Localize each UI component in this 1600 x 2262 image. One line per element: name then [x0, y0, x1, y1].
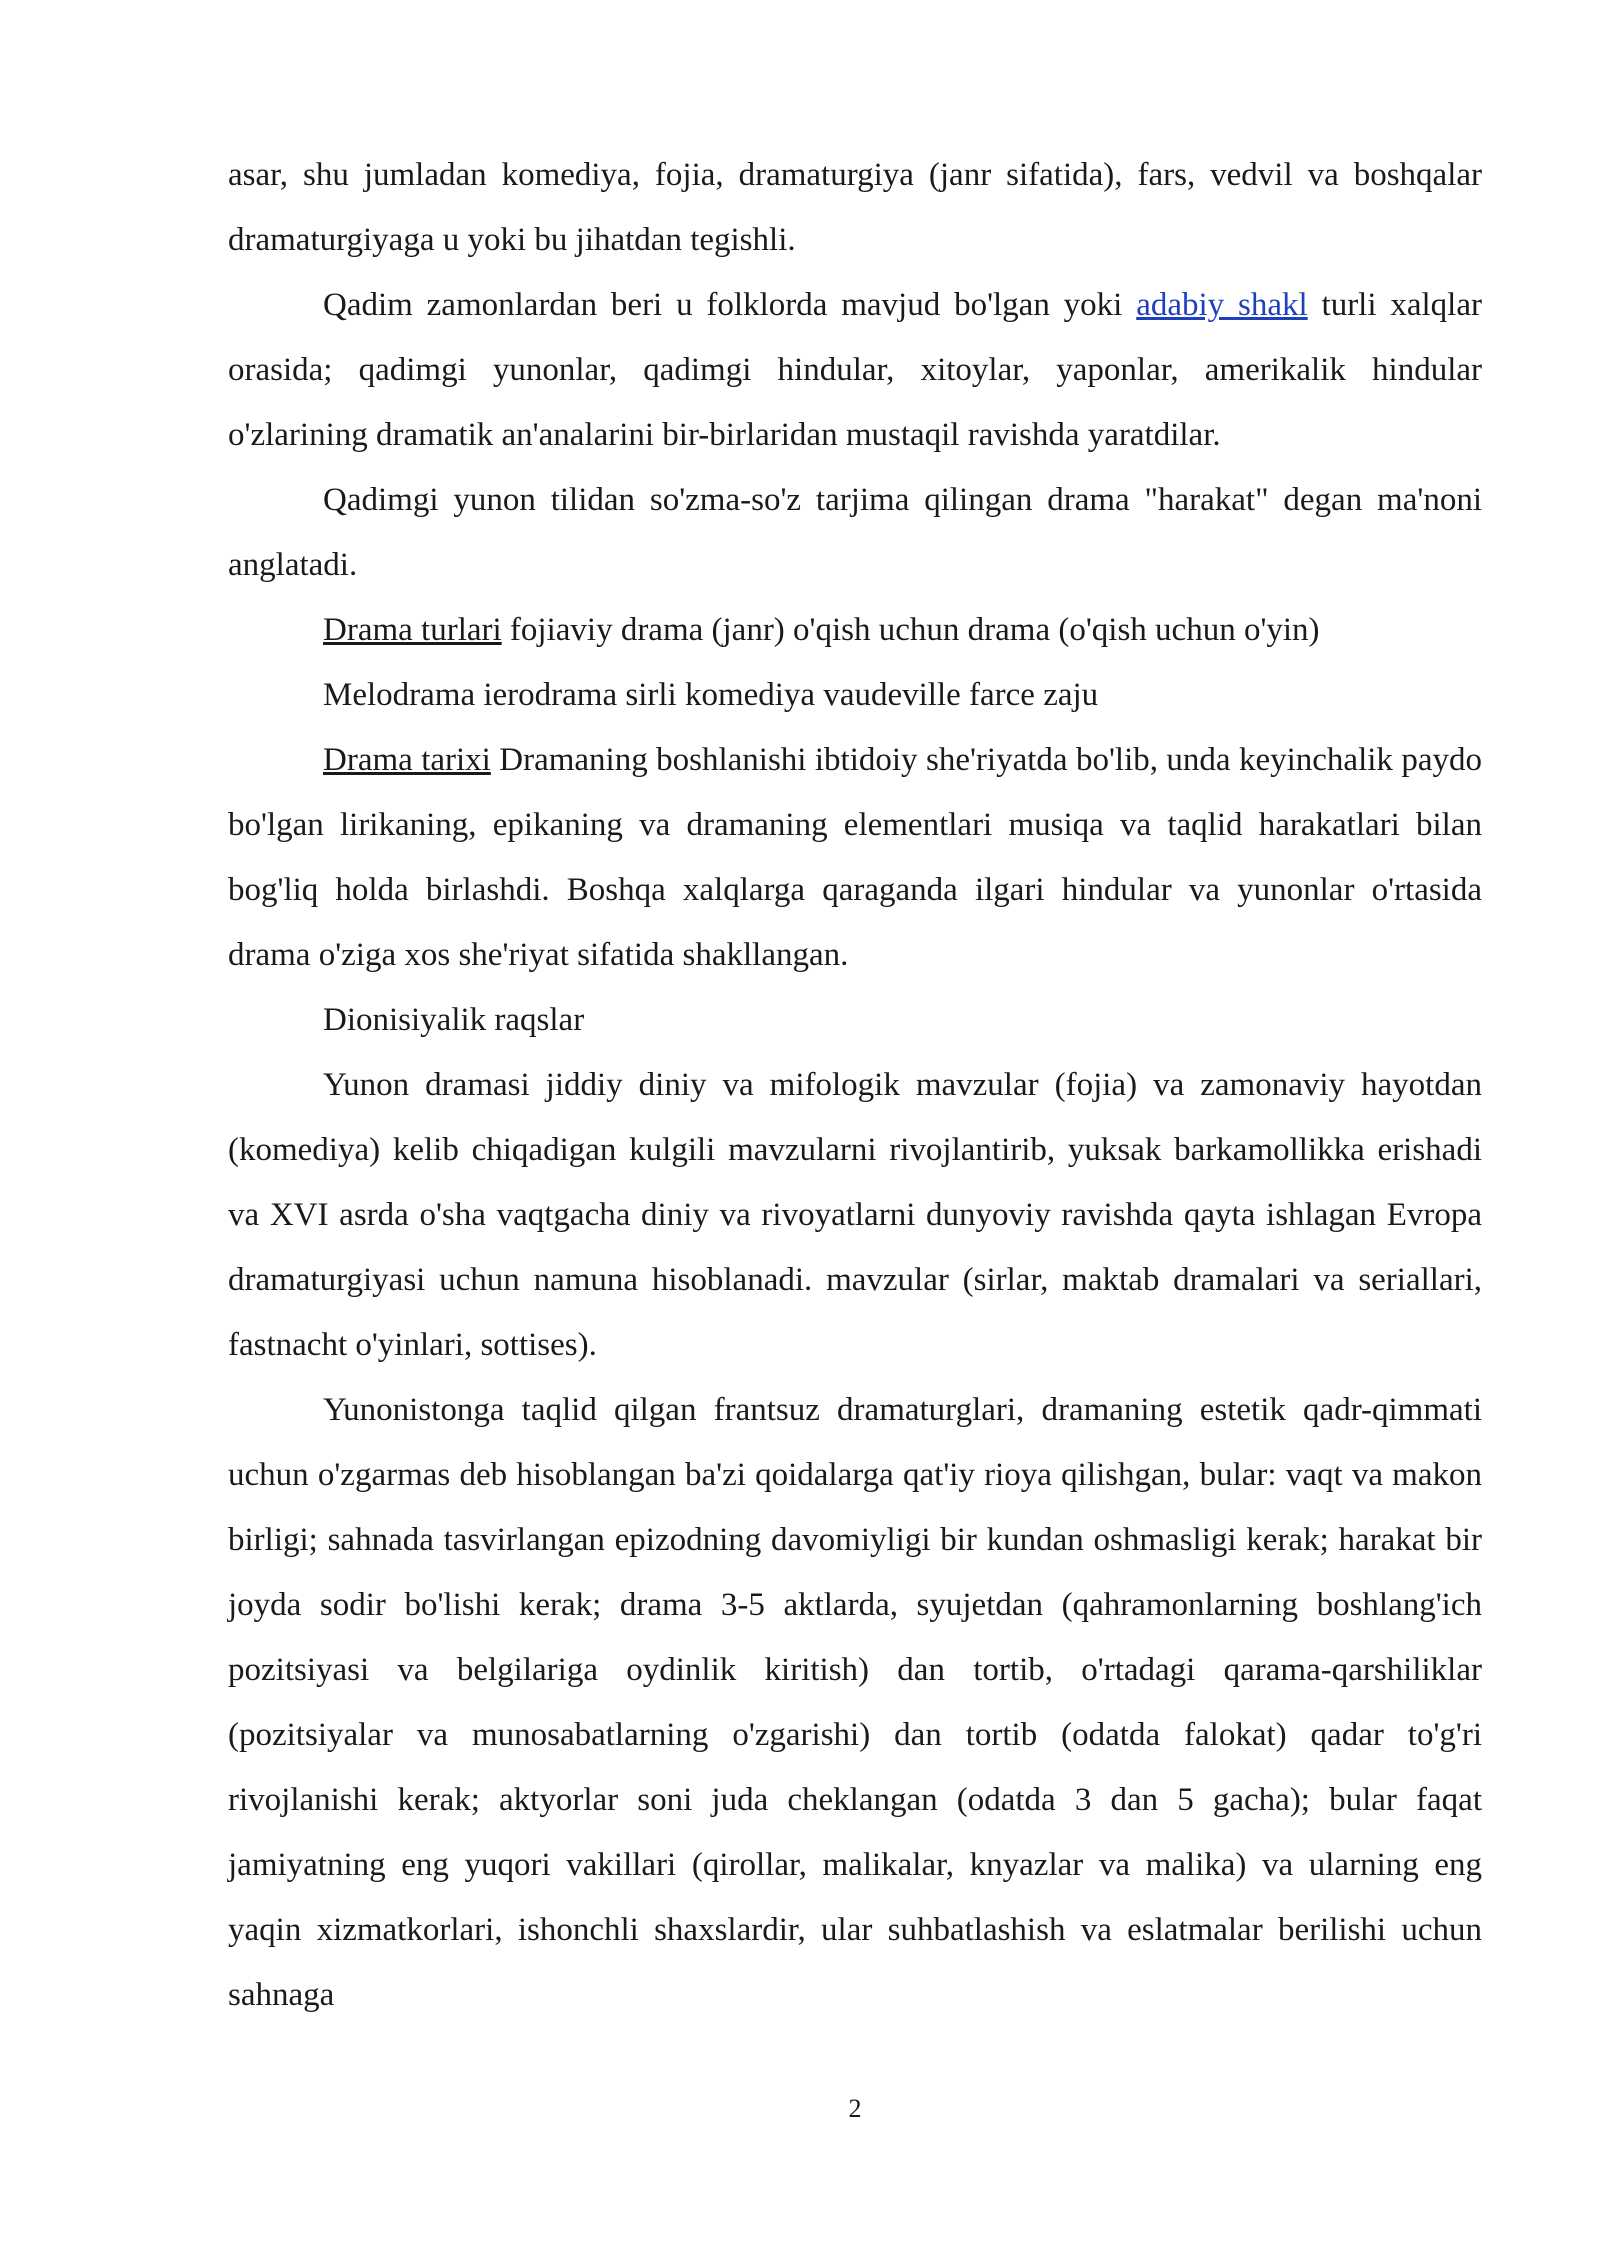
- paragraph-dionysian-dances: Dionisiyalik raqslar: [323, 1002, 585, 1038]
- document-body: [228, 143, 1482, 2028]
- paragraph-drama-history: [228, 728, 1482, 988]
- paragraph-drama-types: [228, 598, 1482, 663]
- paragraph-text: turli xalqlar orasida; qadimgi yunonlar, qadimgi hindular, xitoylar, yaponlar, amerikalik hindular o'zlarining dramatik an'analarini bir-birlaridan mustaqil ravishda yaratdilar.: [228, 287, 1482, 453]
- page-number: 2: [848, 2094, 862, 2123]
- paragraph-text: Dramaning boshlanishi ibtidoiy she'riyatda bo'lib, unda keyinchalik paydo bo'lgan lirikaning, epikaning va dramaning elementlari musiqa va taqlid harakatlari bilan bog'liq holda birlashdi. Boshqa xalqlarga qaraganda ilgari hindular va yunonlar o'rtasida drama o'ziga xos she'riyat sifatida shakllangan.: [228, 742, 1482, 973]
- paragraph-etymology: Qadimgi yunon tilidan so'zma-so'z tarjima qilingan drama "harakat" degan ma'noni anglatadi.: [228, 482, 1482, 583]
- paragraph-continuation: asar, shu jumladan komediya, fojia, dramaturgiya (janr sifatida), fars, vedvil va boshqalar dramaturgiyaga u yoki bu jihatdan tegishli.: [228, 157, 1482, 258]
- paragraph-text: fojiaviy drama (janr) o'qish uchun drama (o'qish uchun o'yin): [501, 612, 1320, 648]
- paragraph-greek-drama: Yunon dramasi jiddiy diniy va mifologik mavzular (fojia) va zamonaviy hayotdan (komediya) kelib chiqadigan kulgili mavzularni rivojlantirib, yuksak barkamollikka erishadi va XVI asrda o'sha vaqtgacha diniy va rivoyatlarni dunyoviy ravishda qayta ishlagan Evropa dramaturgiyasi uchun namuna hisoblanadi. mavzular (sirlar, maktab dramalari va seriallari, fastnacht o'yinlari, sottises).: [228, 1067, 1482, 1363]
- paragraph-folklore-origins: [228, 273, 1482, 468]
- paragraph-french-dramatists: Yunonistonga taqlid qilgan frantsuz dramaturglari, dramaning estetik qadr-qimmati uchun o'zgarmas deb hisoblangan ba'zi qoidalarga qat'iy rioya qilishgan, bular: vaqt va makon birligi; sahnada tasvirlangan epizodning davomiyligi bir kundan oshmasligi kerak; harakat bir joyda sodir bo'lishi kerak; drama 3-5 aktlarda, syujetdan (qahramonlarning boshlang'ich pozitsiyasi va belgilariga oydinlik kiritish) dan tortib, o'rtadagi qarama-qarshiliklar (pozitsiyalar va munosabatlarning o'zgarishi) dan tortib (odatda falokat) qadar to'g'ri rivojlanishi kerak; aktyorlar soni juda cheklangan (odatda 3 dan 5 gacha); bular faqat jamiyatning eng yuqori vakillari (qirollar, malikalar, knyazlar va malika) va ularning eng yaqin xizmatkorlari, ishonchli shaxslardir, ular suhbatlashish va eslatmalar berilishi uchun sahnaga: [228, 1392, 1482, 2013]
- heading-drama-turlari: Drama turlari: [323, 612, 502, 648]
- heading-drama-tarixi: Drama tarixi: [323, 742, 491, 778]
- link-adabiy-shakl[interactable]: adabiy shakl: [1136, 287, 1308, 323]
- paragraph-text: Qadim zamonlardan beri u folklorda mavjud bo'lgan yoki: [323, 287, 1137, 323]
- paragraph-genres-list: Melodrama ierodrama sirli komediya vaudeville farce zaju: [323, 677, 1099, 713]
